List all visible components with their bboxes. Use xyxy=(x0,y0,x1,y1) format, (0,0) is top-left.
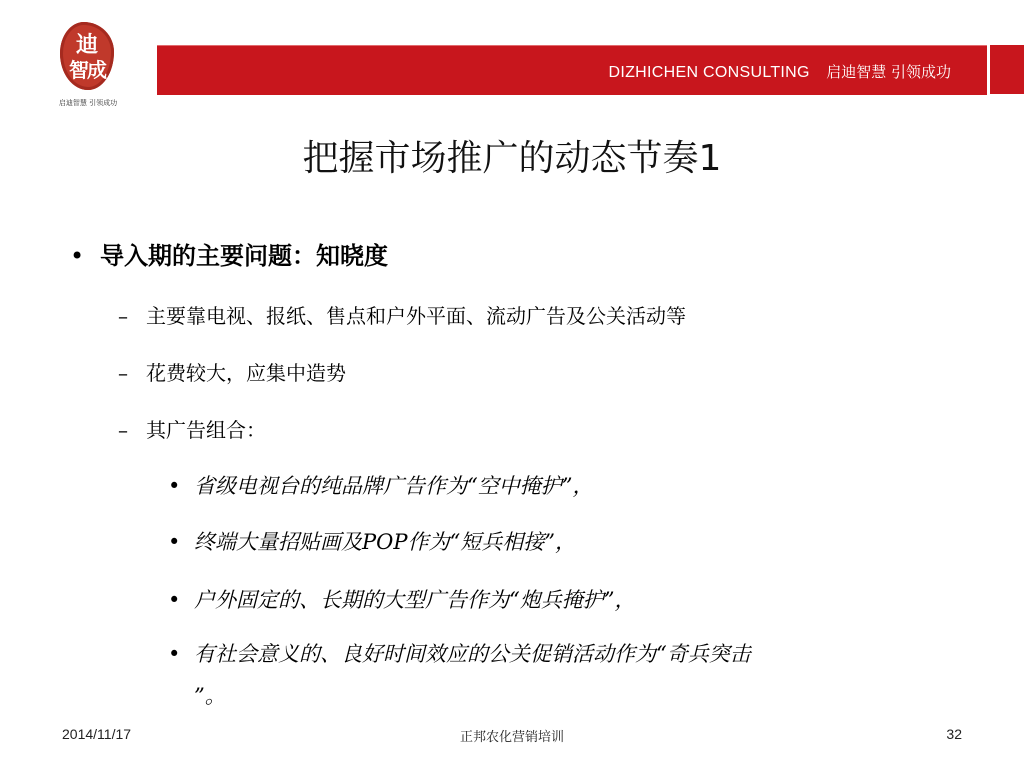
bullet-marker: • xyxy=(70,242,85,270)
footer-title: 正邦农化营销培训 xyxy=(459,730,564,745)
ad-mix-item xyxy=(168,470,593,500)
footer-date: 2014/11/17 xyxy=(62,726,132,742)
header-tab xyxy=(990,45,1024,94)
ad-mix-item xyxy=(168,526,576,556)
dash-marker: – xyxy=(118,304,128,328)
header-text xyxy=(609,61,952,82)
ad-mix-item-continuation xyxy=(194,680,226,710)
main-bullet-text: 导入期的主要问题：知晓度 xyxy=(100,241,388,270)
sub-item xyxy=(118,357,346,386)
header-bar xyxy=(157,45,987,95)
logo-seal xyxy=(60,22,114,90)
sub-item-text: 主要靠电视、报纸、售点和户外平面、流动广告及公关活动等 xyxy=(146,304,686,328)
ad-mix-item-text: 有社会意义的、良好时间效应的公关促销活动作为“奇兵突击 xyxy=(194,642,751,666)
ad-mix-item-text: 户外固定的、长期的大型广告作为“炮兵掩护”， xyxy=(194,588,636,612)
logo-seal-char-top: 迪 xyxy=(75,32,98,58)
ad-mix-item-text: 终端大量招贴画及POP作为“短兵相接”， xyxy=(194,530,576,554)
sub-item-text: 花费较大，应集中造势 xyxy=(146,361,346,385)
slide-title: 把握市场推广的动态节奏1 xyxy=(302,138,722,179)
company-slogan: 启迪智慧 引领成功 xyxy=(826,63,951,81)
sub-item-text: 其广告组合： xyxy=(146,418,266,442)
dash-marker: – xyxy=(118,361,128,385)
dash-marker: – xyxy=(118,418,128,442)
sub-item xyxy=(118,414,266,443)
ad-mix-item xyxy=(168,584,635,614)
sub-item xyxy=(118,300,686,329)
logo-tagline: 启迪智慧 引领成功 xyxy=(58,99,118,107)
main-bullet xyxy=(70,236,388,271)
company-name: DIZHICHEN CONSULTING xyxy=(608,64,810,81)
bullet-marker: • xyxy=(168,474,181,498)
bullet-marker: • xyxy=(168,588,181,612)
bullet-marker: • xyxy=(168,642,181,666)
ad-mix-item xyxy=(168,638,751,668)
ad-mix-item-text: 省级电视台的纯品牌广告作为“空中掩护”， xyxy=(194,474,594,498)
logo-seal-char-bottom: 智成 xyxy=(69,58,105,82)
company-logo xyxy=(50,22,126,112)
page-number: 32 xyxy=(946,726,962,742)
bullet-marker: • xyxy=(168,530,181,554)
ad-mix-item-text: ”。 xyxy=(194,684,226,708)
